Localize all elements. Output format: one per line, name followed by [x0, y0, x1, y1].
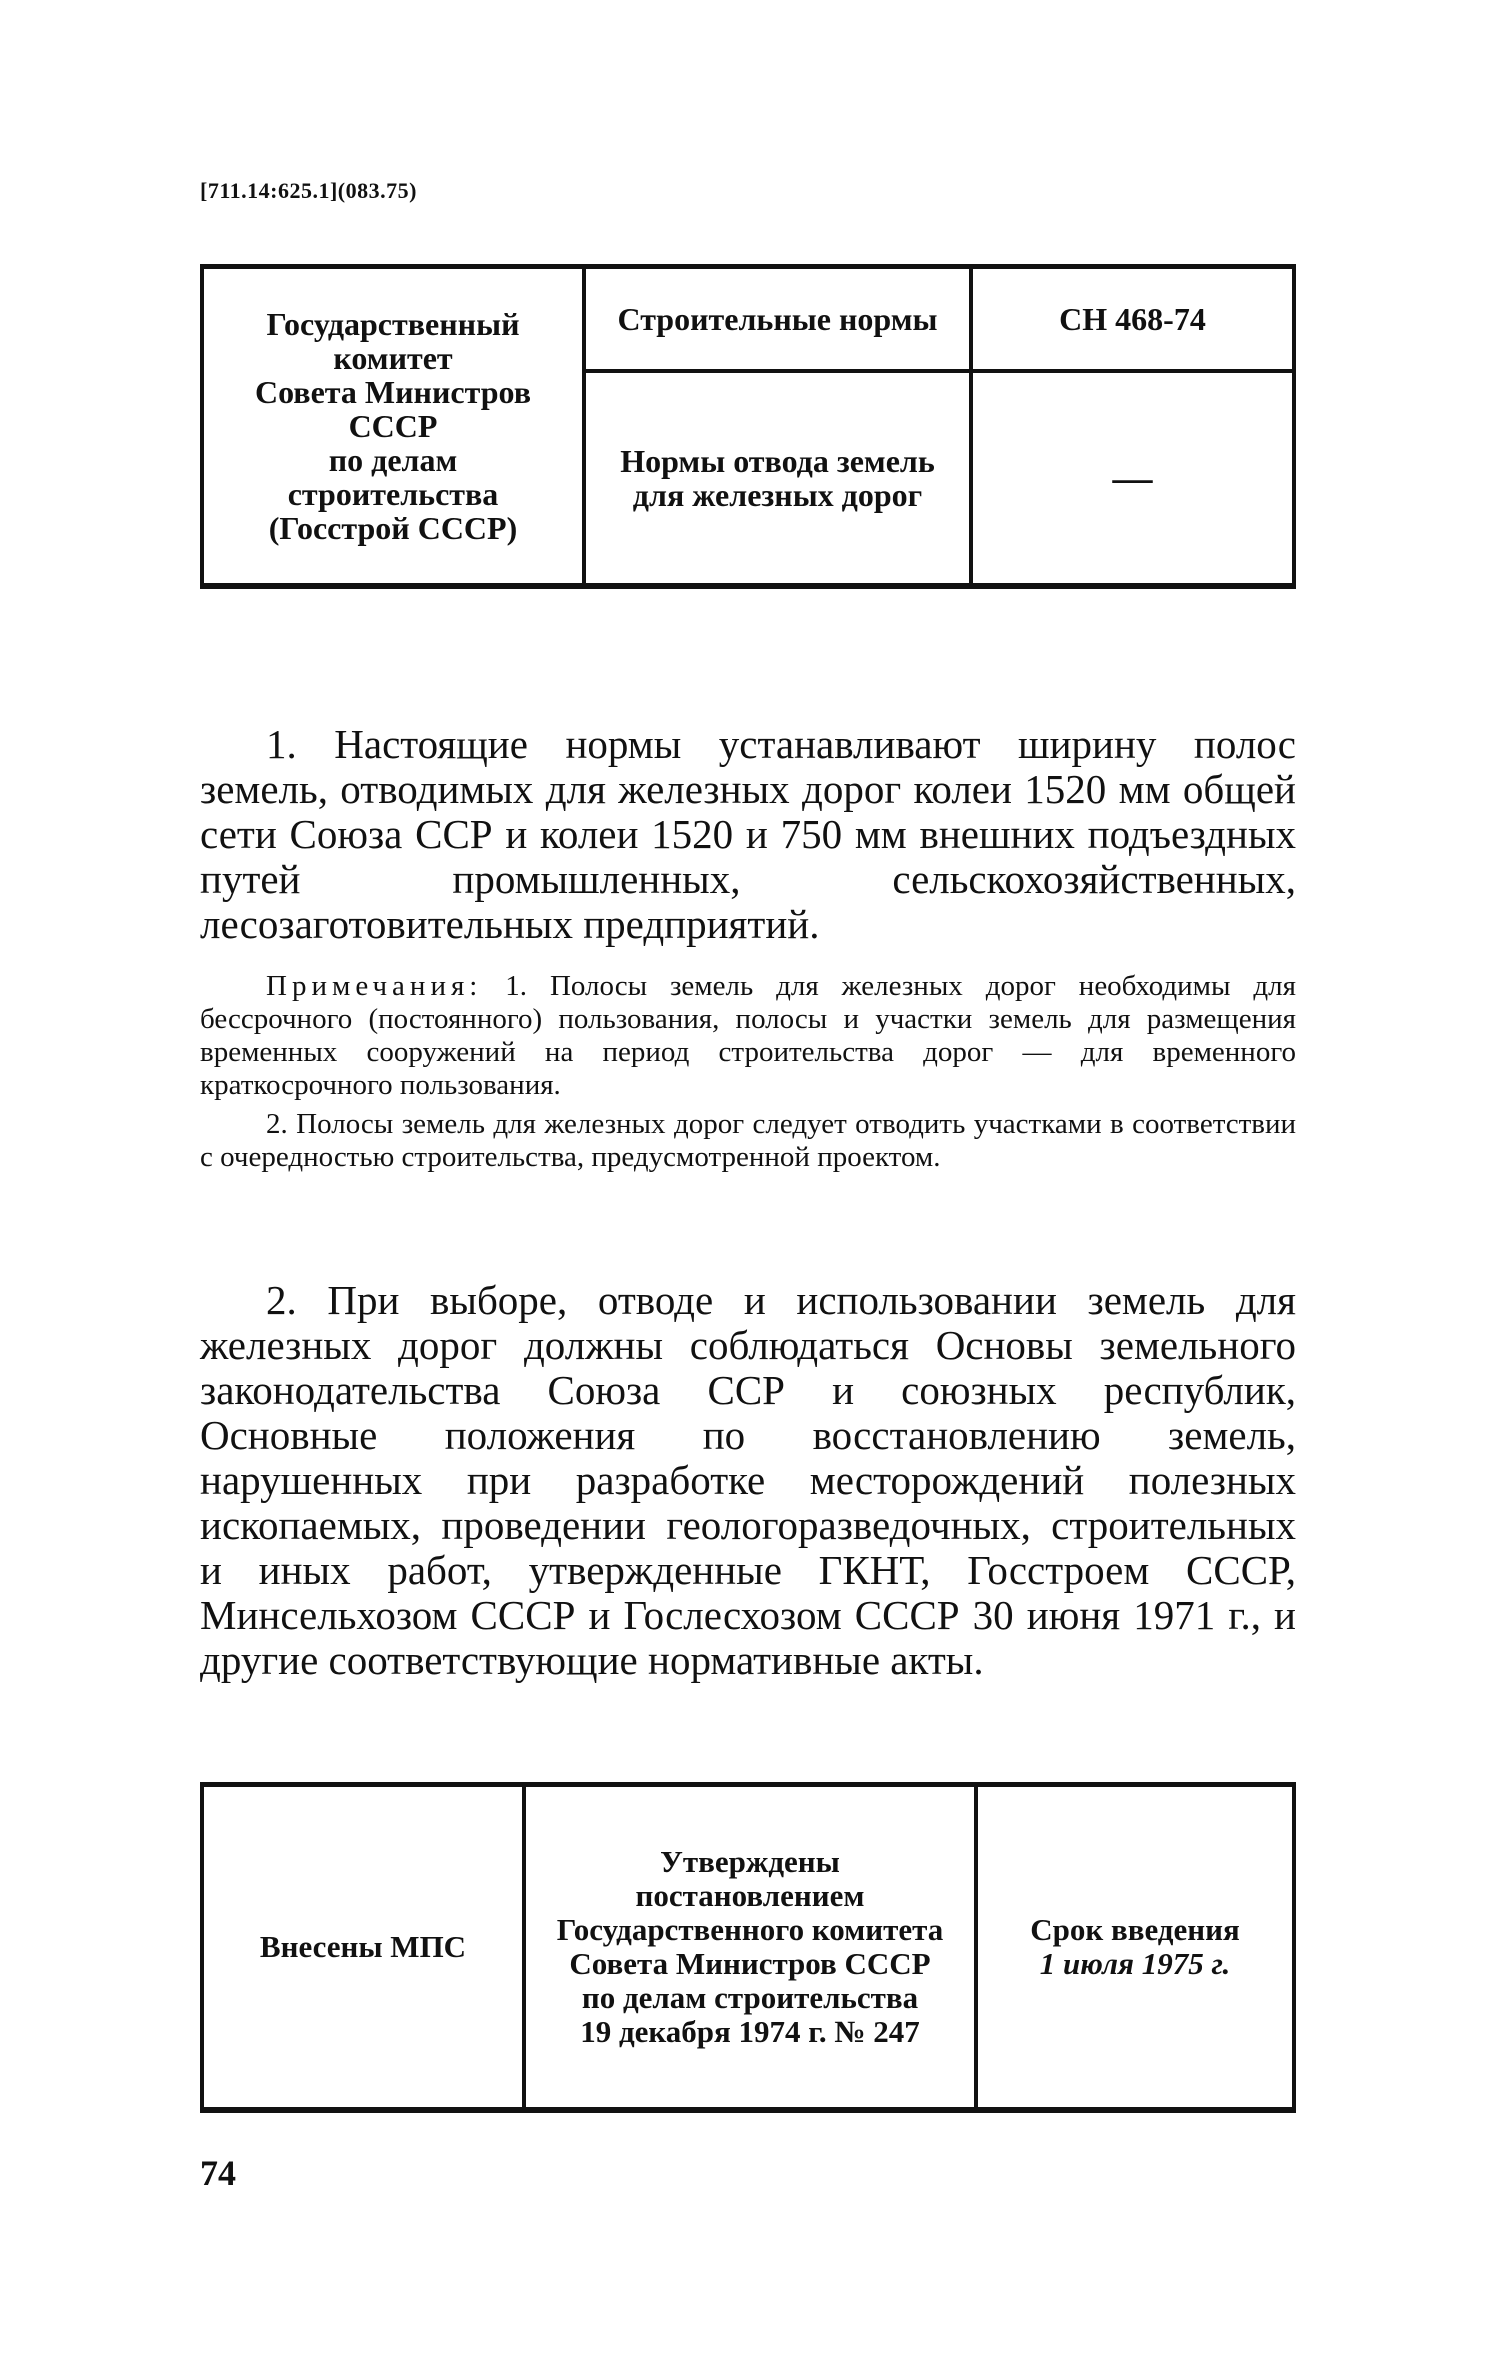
udc-code: [711.14:625.1](083.75)	[200, 178, 417, 203]
approval-line: 19 декабря 1974 г. № 247	[580, 2014, 920, 2049]
introduced-by: Внесены МПС	[202, 1785, 524, 2111]
replaces-field: —	[971, 371, 1294, 586]
document-title	[584, 371, 971, 586]
authority-line: строительства	[287, 476, 499, 512]
effective-label: Срок введения	[1030, 1912, 1240, 1947]
clause-2: 2. При выборе, отводе и использовании земель для железных дорог должны соблюдаться Основы земельного законодательства Союза ССР и союзных республик, Основные положения по восстановлению земель, нарушенных при разработке месторождений полезных ископаемых, проведении геологоразведочных, строительных и иных работ, утвержденные ГКНТ, Госстроем СССР, Минсельхозом СССР и Гослесхозом СССР 30 июня 1971 г., и другие соответствующие нормативные акты.	[200, 1277, 1296, 1683]
note-1-text: 1. Полосы земель для железных дорог необходимы для бессрочного (постоянного) пользования, полосы и участки земель для размещения временных сооружений на период строительства дорог — для временного краткосрочного пользования.	[200, 970, 1296, 1101]
issuing-authority	[202, 267, 584, 587]
title-line: Нормы отвода земель	[620, 443, 935, 479]
approval-line: Утверждены	[660, 1844, 840, 1879]
clause-1: 1. Настоящие нормы устанавливают ширину полос земель, отводимых для железных дорог колеи 1520 мм общей сети Союза ССР и колеи 1520 и 750 мм внешних подъездных путей промышленных, сельскохозяйственных, лесозаготовительных предприятий.	[200, 721, 1296, 947]
notes-block	[200, 970, 1296, 1180]
notes-label: Примечания:	[266, 970, 483, 1002]
effective-date: 1 июля 1975 г.	[1039, 1946, 1231, 1981]
authority-line: комитет	[333, 340, 453, 376]
approval-line: Государственного комитета	[556, 1912, 944, 1947]
page-number: 74	[200, 2153, 236, 2193]
authority-line: (Госстрой СССР)	[268, 510, 518, 546]
note-1	[200, 970, 1296, 1102]
note-2: 2. Полосы земель для железных дорог следует отводить участками в соответствии с очередностью строительства, предусмотренной проектом.	[200, 1108, 1296, 1173]
authority-line: по делам	[328, 442, 458, 478]
document-code: СН 468-74	[971, 267, 1294, 372]
effective-date-cell	[976, 1785, 1294, 2111]
authority-line: Совета Министров СССР	[254, 374, 531, 444]
document-type: Строительные нормы	[584, 267, 971, 372]
title-line: для железных дорог	[632, 477, 923, 513]
document-header-table	[200, 264, 1296, 589]
approval-line: по делам строительства	[581, 1980, 919, 2015]
authority-line: Государственный	[266, 306, 520, 342]
approval-line: постановлением	[635, 1878, 865, 1913]
approval-line: Совета Министров СССР	[569, 1946, 931, 1981]
approval-info	[524, 1785, 976, 2111]
approval-table	[200, 1782, 1296, 2113]
